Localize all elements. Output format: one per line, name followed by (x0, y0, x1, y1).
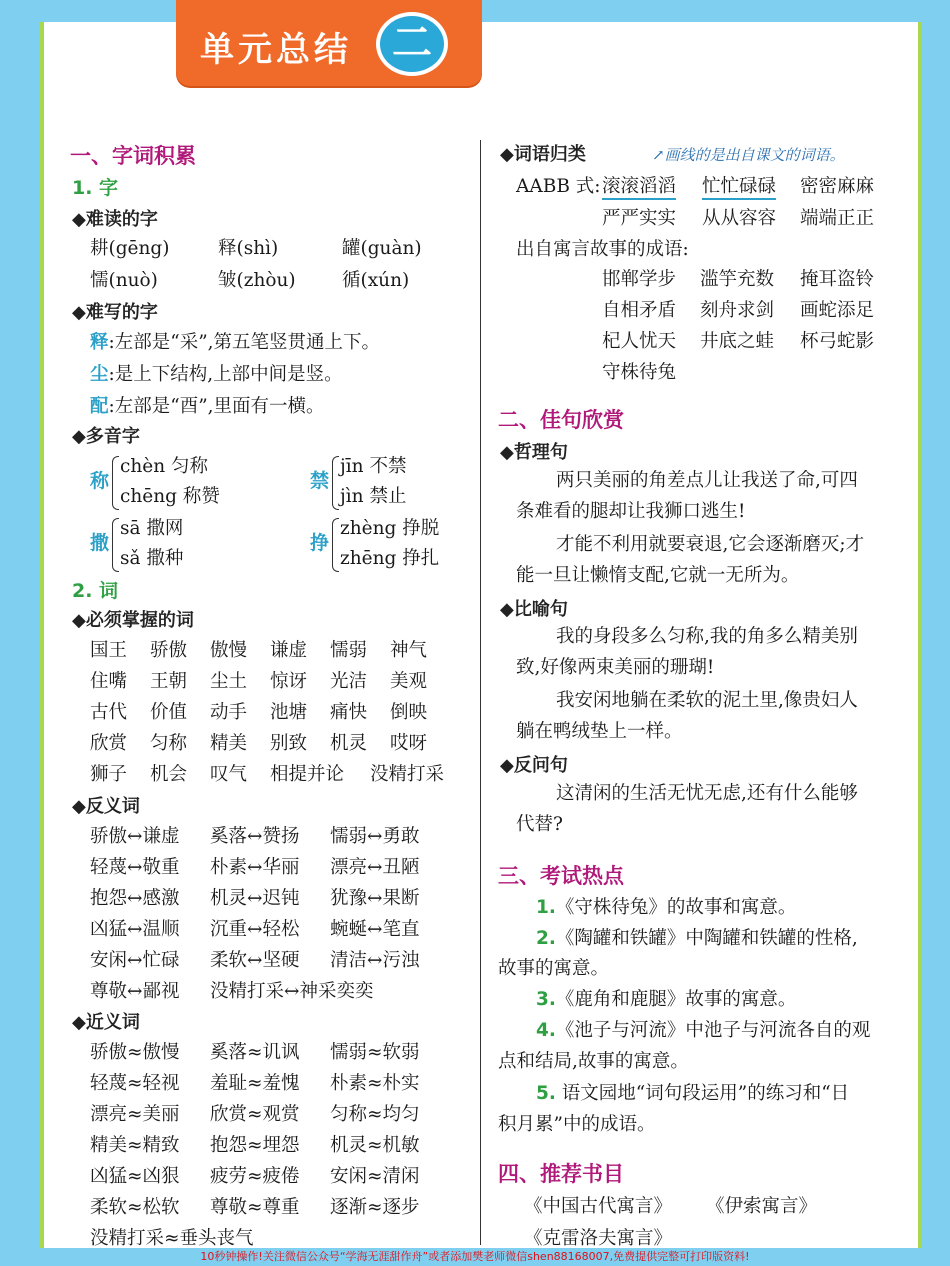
antonym-pair: 懦弱↔勇敢 (330, 826, 420, 847)
polyphone-reading: chèn 匀称 (120, 456, 209, 477)
brace-icon (112, 518, 119, 572)
simile-title: ◆比喻句 (500, 599, 568, 620)
word-item: 尘土 (210, 671, 248, 692)
aabb-word: 密密麻麻 (800, 176, 875, 197)
antonym-pair: 清洁↔污浊 (330, 950, 420, 971)
sub-characters-title: 1. 字 (72, 177, 119, 199)
footer-notice: 10秒钟操作!关注微信公众号“学海无涯甜作舟”或者添加樊老师微信shen88168007,免费提供完整可打印版资料! (200, 1250, 750, 1263)
polyphone-title: ◆多音字 (72, 426, 140, 447)
book-title: 《克雷洛夫寓言》 (524, 1228, 673, 1249)
sentence-line: 致,好像两束美丽的珊瑚! (516, 657, 715, 678)
sentence-line: 我的身段多么匀称,我的角多么精美别 (556, 626, 858, 647)
aabb-word: 严严实实 (602, 208, 677, 229)
hard-write-item: 配:左部是“酉”,里面有一横。 (90, 396, 325, 417)
antonym-pair: 机灵↔迟钝 (210, 888, 300, 909)
sentence-line: 代替? (516, 814, 563, 835)
polyphone-reading: zhēng 挣扎 (340, 548, 440, 569)
antonym-pair: 骄傲↔谦虚 (90, 826, 180, 847)
word-item: 机灵 (330, 733, 368, 754)
polyphone-char: 挣 (310, 532, 330, 554)
idiom-item: 杞人忧天 (602, 331, 677, 352)
word-item: 欣赏 (90, 733, 128, 754)
synonym-pair: 匀称≈均匀 (330, 1104, 420, 1125)
aabb-word: 滚滚滔滔 (602, 172, 676, 200)
word-item: 美观 (390, 671, 428, 692)
hard-write-item: 尘:是上下结构,上部中间是竖。 (90, 364, 343, 385)
aabb-word: 端端正正 (800, 208, 875, 229)
word-item: 机会 (150, 764, 188, 785)
aabb-word: 忙忙碌碌 (702, 172, 776, 200)
idiom-item: 刻舟求剑 (700, 300, 775, 321)
aabb-label: AABB 式: (516, 176, 601, 197)
synonym-pair: 骄傲≈傲慢 (90, 1042, 180, 1063)
column-divider (480, 140, 481, 1245)
section-4-title: 四、推荐书目 (498, 1162, 624, 1186)
word-item: 光洁 (330, 671, 368, 692)
exam-point: 3.《鹿角和鹿腿》故事的寓意。 (536, 989, 797, 1010)
synonym-pair: 安闲≈清闲 (330, 1166, 420, 1187)
antonym-pair: 蜿蜒↔笔直 (330, 919, 420, 940)
idiom-item: 掩耳盗铃 (800, 269, 875, 290)
antonym-pair: 奚落↔赞扬 (210, 826, 300, 847)
exam-point: 2.《陶罐和铁罐》中陶罐和铁罐的性格, (536, 928, 858, 949)
word-item: 叹气 (210, 764, 248, 785)
word-item: 骄傲 (150, 640, 188, 661)
word-item: 惊讶 (270, 671, 308, 692)
polyphone-char: 称 (90, 470, 110, 492)
polyphone-reading: jīn 不禁 (340, 456, 407, 477)
exam-point-cont: 积月累”中的成语。 (498, 1114, 656, 1135)
exam-point-cont: 点和结局,故事的寓意。 (498, 1051, 689, 1072)
word-item: 痛快 (330, 702, 368, 723)
idiom-item: 画蛇添足 (800, 300, 875, 321)
hard-read-title: ◆难读的字 (72, 209, 158, 230)
brace-icon (332, 518, 339, 572)
synonym-pair: 疲劳≈疲倦 (210, 1166, 300, 1187)
brace-icon (112, 456, 119, 510)
must-words-title: ◆必须掌握的词 (72, 610, 194, 631)
underline-note: ↗画线的是出自课文的词语。 (652, 146, 845, 164)
word-item: 神气 (390, 640, 428, 661)
sentence-line: 才能不利用就要衰退,它会逐渐磨灭;才 (556, 534, 865, 555)
hard-read-item: 罐(guàn) (342, 238, 422, 259)
antonym-pair: 没精打采↔神采奕奕 (210, 981, 374, 1002)
hard-write-title: ◆难写的字 (72, 302, 158, 323)
word-item: 谦虚 (270, 640, 308, 661)
antonym-pair: 柔软↔坚硬 (210, 950, 300, 971)
synonym-pair: 抱怨≈埋怨 (210, 1135, 300, 1156)
sentence-line: 两只美丽的角差点儿让我送了命,可四 (556, 470, 858, 491)
synonym-pair: 轻蔑≈轻视 (90, 1073, 180, 1094)
banner-title: 单元总结 (200, 30, 352, 70)
synonym-pair: 欣赏≈观赏 (210, 1104, 300, 1125)
word-item: 动手 (210, 702, 248, 723)
polyphone-reading: chēng 称赞 (120, 486, 220, 507)
exam-point-cont: 故事的寓意。 (498, 958, 610, 979)
synonym-pair: 朴素≈朴实 (330, 1073, 420, 1094)
word-item: 价值 (150, 702, 188, 723)
word-item: 哎呀 (390, 733, 428, 754)
word-item: 没精打采 (370, 764, 445, 785)
idiom-item: 井底之蛙 (700, 331, 775, 352)
unit-banner (176, 0, 482, 86)
hard-write-item: 释:左部是“采”,第五笔竖贯通上下。 (90, 332, 381, 353)
word-item: 傲慢 (210, 640, 248, 661)
philosophy-title: ◆哲理句 (500, 442, 568, 463)
arrow-icon: ↗ (652, 146, 665, 164)
word-item: 池塘 (270, 702, 308, 723)
antonym-pair: 沉重↔轻松 (210, 919, 300, 940)
book-title: 《伊索寓言》 (706, 1196, 818, 1217)
polyphone-char: 撒 (90, 532, 110, 554)
synonym-pair: 机灵≈机敏 (330, 1135, 420, 1156)
sentence-line: 我安闲地躺在柔软的泥土里,像贵妇人 (556, 690, 858, 711)
antonym-pair: 朴素↔华丽 (210, 857, 300, 878)
classify-title: ◆词语归类 (500, 144, 586, 165)
section-2-title: 二、佳句欣赏 (498, 408, 624, 432)
polyphone-char: 禁 (310, 470, 330, 492)
hard-read-item: 释(shì) (218, 238, 279, 259)
idiom-item: 邯郸学步 (602, 269, 677, 290)
synonyms-title: ◆近义词 (72, 1012, 140, 1033)
book-title: 《中国古代寓言》 (524, 1196, 673, 1217)
word-item: 懦弱 (330, 640, 368, 661)
word-item: 别致 (270, 733, 308, 754)
synonym-pair: 柔软≈松软 (90, 1197, 180, 1218)
idiom-item: 滥竽充数 (700, 269, 775, 290)
sentence-line: 这清闲的生活无忧无虑,还有什么能够 (556, 783, 858, 804)
antonym-pair: 尊敬↔鄙视 (90, 981, 180, 1002)
word-item: 住嘴 (90, 671, 128, 692)
banner-number-badge: 二 (376, 12, 448, 76)
section-1-title: 一、字词积累 (70, 144, 196, 168)
exam-point: 4.《池子与河流》中池子与河流各自的观 (536, 1020, 871, 1041)
rhetorical-title: ◆反问句 (500, 755, 568, 776)
synonym-pair: 没精打采≈垂头丧气 (90, 1228, 254, 1249)
aabb-word: 从从容容 (702, 208, 777, 229)
sentence-line: 能一旦让懒惰支配,它就一无所为。 (516, 565, 800, 586)
antonym-pair: 漂亮↔丑陋 (330, 857, 420, 878)
word-item: 狮子 (90, 764, 128, 785)
idiom-item: 守株待兔 (602, 362, 677, 383)
antonym-pair: 安闲↔忙碌 (90, 950, 180, 971)
synonym-pair: 凶猛≈凶狠 (90, 1166, 180, 1187)
section-3-title: 三、考试热点 (498, 864, 624, 888)
hard-read-item: 循(xún) (342, 270, 410, 291)
hard-read-item: 耕(gēng) (90, 238, 170, 259)
synonym-pair: 羞耻≈羞愧 (210, 1073, 300, 1094)
exam-point: 1.《守株待兔》的故事和寓意。 (536, 897, 797, 918)
antonym-pair: 犹豫↔果断 (330, 888, 420, 909)
brace-icon (332, 456, 339, 510)
idiom-item: 杯弓蛇影 (800, 331, 875, 352)
word-item: 国王 (90, 640, 128, 661)
word-item: 精美 (210, 733, 248, 754)
word-item: 相提并论 (270, 764, 345, 785)
antonyms-title: ◆反义词 (72, 796, 140, 817)
exam-point: 5. 语文园地“词句段运用”的练习和“日 (536, 1083, 850, 1104)
idiom-item: 自相矛盾 (602, 300, 677, 321)
word-item: 倒映 (390, 702, 428, 723)
synonym-pair: 奚落≈讥讽 (210, 1042, 300, 1063)
sub-words-title: 2. 词 (72, 580, 119, 602)
hard-read-item: 皱(zhòu) (218, 270, 296, 291)
sentence-line: 躺在鸭绒垫上一样。 (516, 721, 683, 742)
antonym-pair: 轻蔑↔敬重 (90, 857, 180, 878)
word-item: 匀称 (150, 733, 188, 754)
synonym-pair: 逐渐≈逐步 (330, 1197, 420, 1218)
word-item: 古代 (90, 702, 128, 723)
hard-read-item: 懦(nuò) (90, 270, 158, 291)
polyphone-reading: sā 撒网 (120, 518, 184, 539)
synonym-pair: 精美≈精致 (90, 1135, 180, 1156)
synonym-pair: 尊敬≈尊重 (210, 1197, 300, 1218)
synonym-pair: 懦弱≈软弱 (330, 1042, 420, 1063)
synonym-pair: 漂亮≈美丽 (90, 1104, 180, 1125)
polyphone-reading: jìn 禁止 (340, 486, 407, 507)
antonym-pair: 抱怨↔感激 (90, 888, 180, 909)
polyphone-reading: sǎ 撒种 (120, 548, 184, 569)
word-item: 王朝 (150, 671, 188, 692)
antonym-pair: 凶猛↔温顺 (90, 919, 180, 940)
fable-label: 出自寓言故事的成语: (516, 239, 689, 260)
sentence-line: 条难看的腿却让我狮口逃生! (516, 501, 746, 522)
polyphone-reading: zhèng 挣脱 (340, 518, 440, 539)
